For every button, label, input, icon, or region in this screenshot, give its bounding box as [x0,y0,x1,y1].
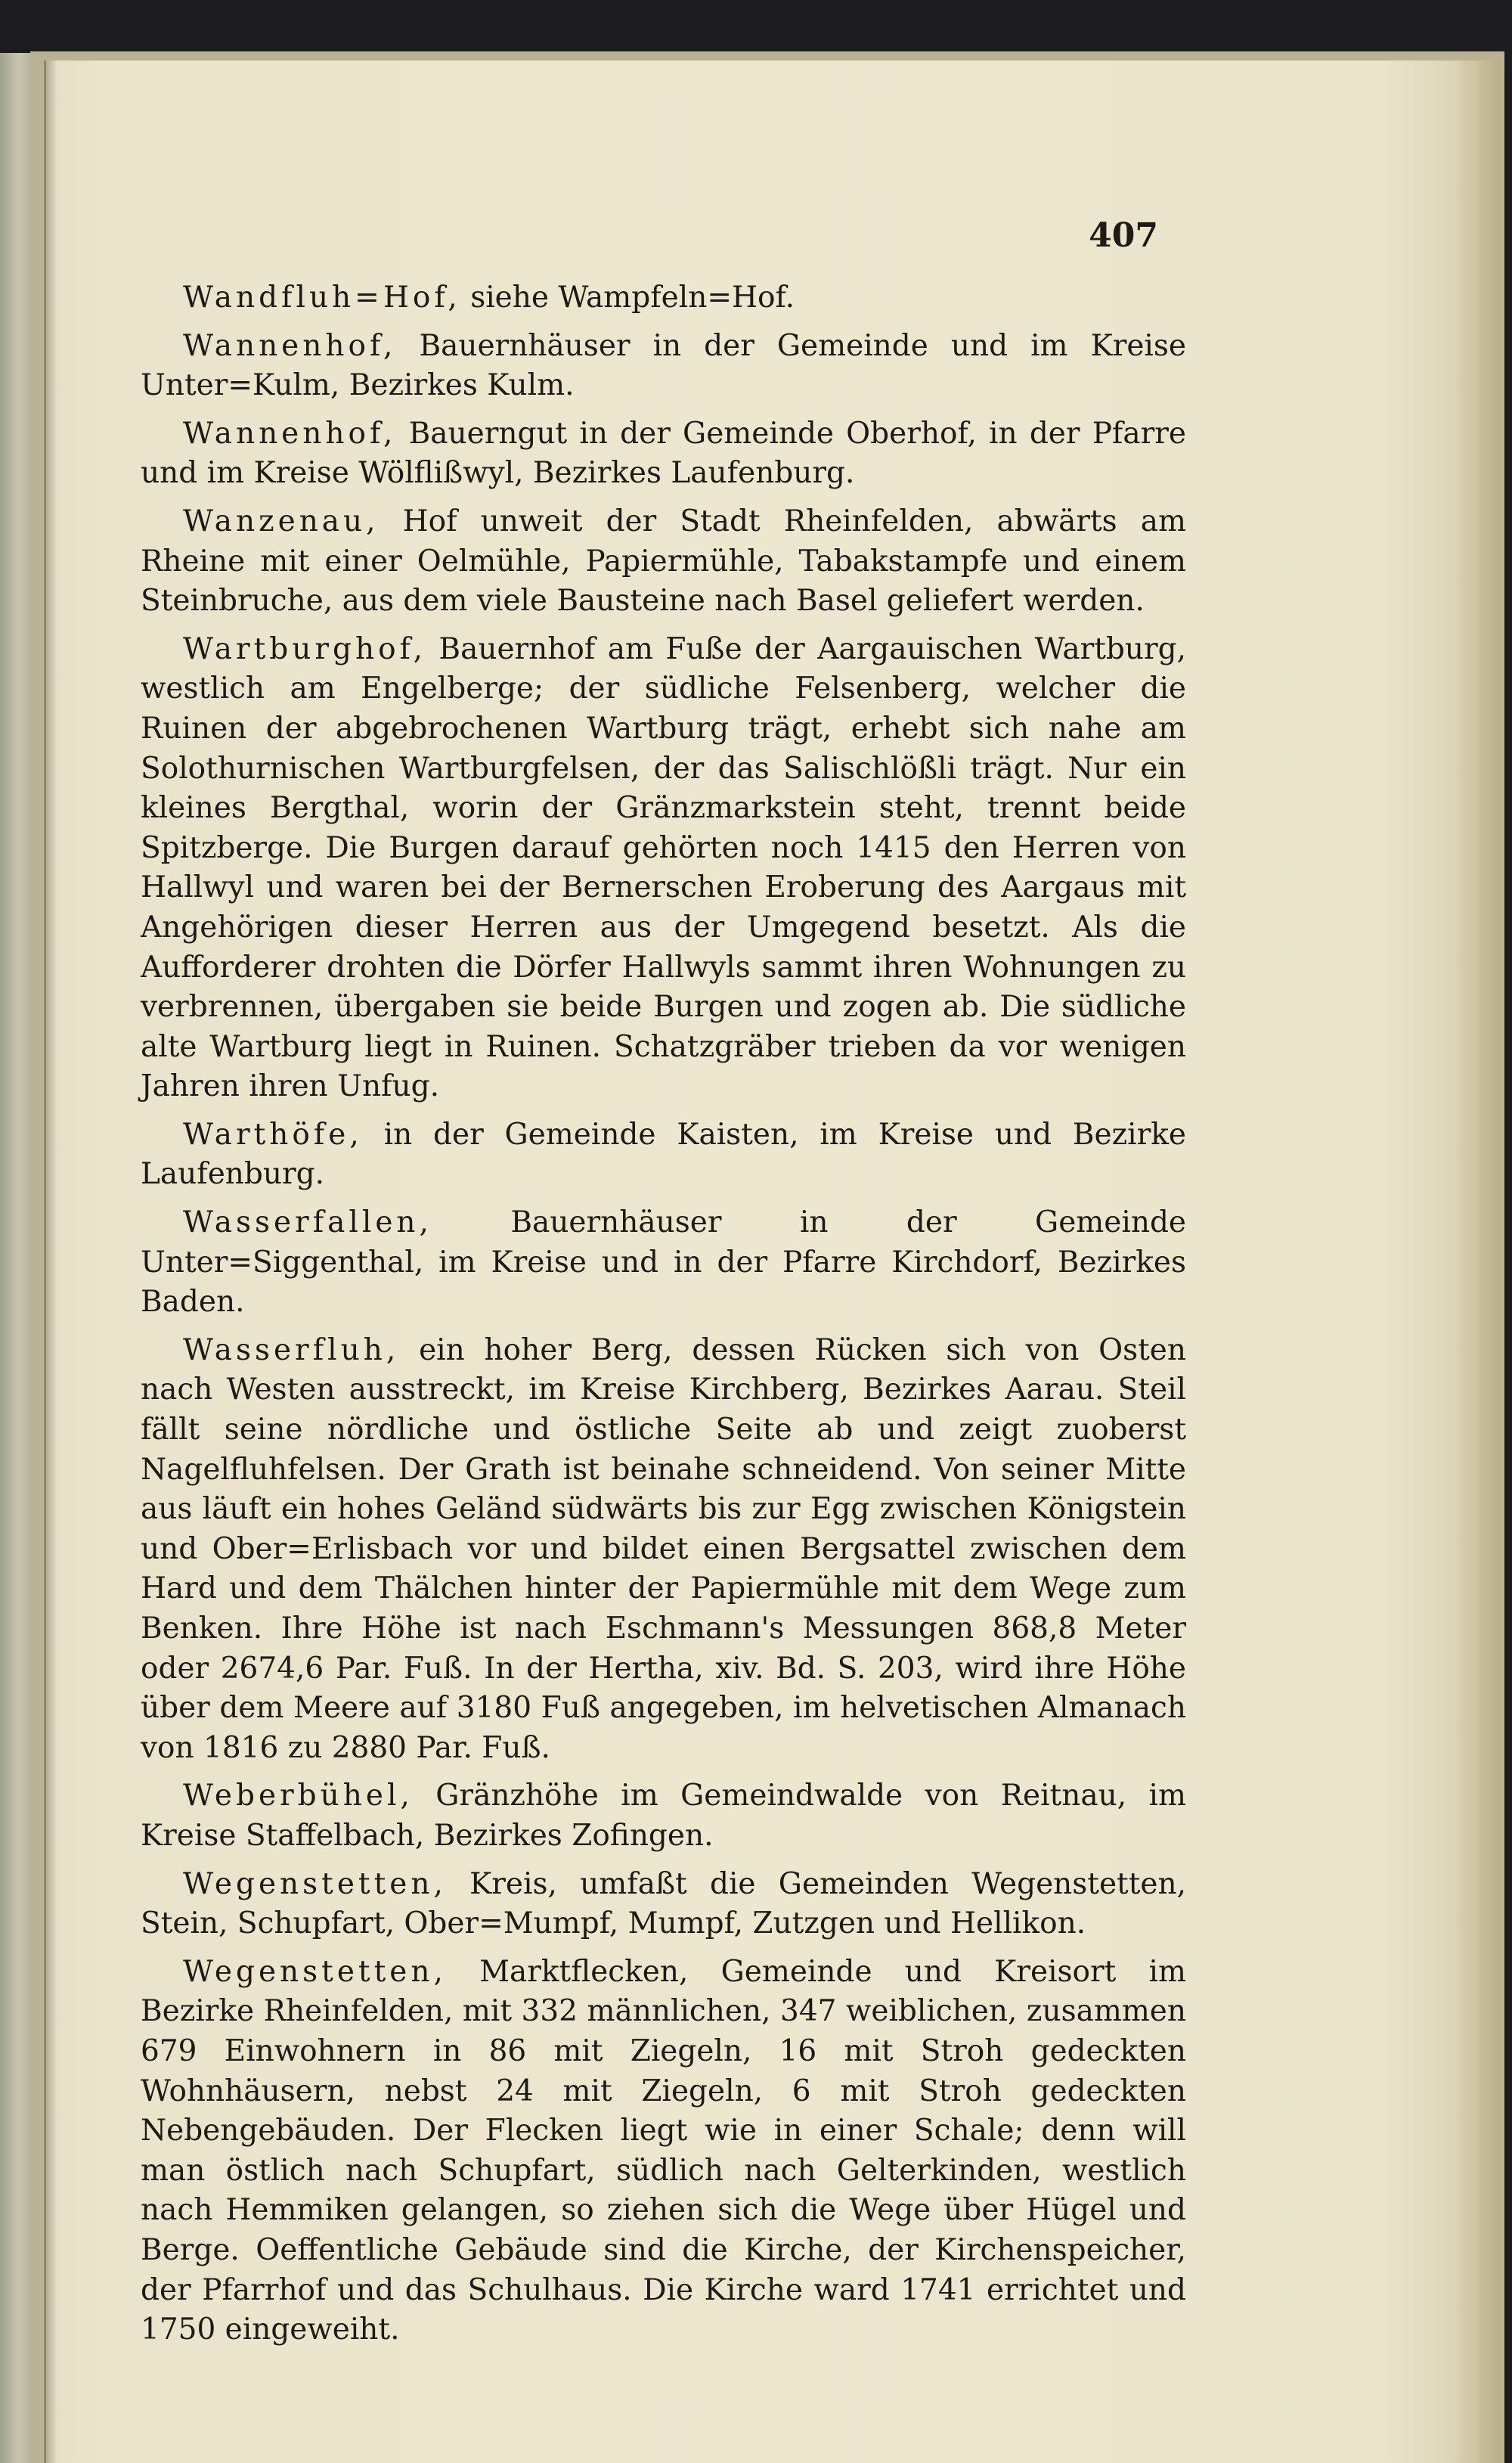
entry-headword: Warthöfe, [183,1117,363,1152]
entry-text: Bauernhäuser in der Gemeinde und im Kreise Unter=Kulm, Bezirkes Kulm. [141,328,1186,403]
entry [141,414,1186,494]
entry-headword: Weberbühel, [183,1779,414,1813]
entry-headword: Wanzenau, [183,504,380,538]
entry-text: in der Gemeinde Kaisten, im Kreise und Bezirke Laufenburg. [141,1117,1186,1192]
spine-crease [45,60,57,2463]
entry [141,1953,1186,2350]
entry [141,278,1186,318]
entry-headword: Wegenstetten, [183,1954,447,1989]
entry-text: Hof unweit der Stadt Rheinfelden, abwärts am Rheine mit einer Oelmühle, Papiermühle, Tabakstampfe und einem Steinbruche, aus dem viele Bausteine nach Basel geliefert werden. [141,504,1186,619]
entry-text: Bauernhäuser in der Gemeinde Unter=Siggenthal, im Kreise und in der Pfarre Kirchdorf, Bezirkes Baden. [141,1205,1186,1320]
entry [141,1203,1186,1323]
entry-headword: Wandfluh=Hof, [183,281,461,315]
entry-headword: Wegenstetten, [183,1866,447,1901]
entry-headword: Wasserfallen, [183,1205,432,1240]
entry [141,630,1186,1107]
entry-text: siehe Wampfeln=Hof. [460,281,795,315]
entry [141,1331,1186,1769]
entry [141,1776,1186,1856]
entry-headword: Wasserfluh, [183,1332,400,1367]
entry-text: ein hoher Berg, dessen Rücken sich von Osten nach Westen ausstreckt, im Kreise Kirchberg, Bezirkes Aarau. Steil fällt seine nördliche und östliche Seite ab und zeigt zuoberst Nagelfluhfelsen. Der Grath ist beinahe schneidend. Von seiner Mitte aus läuft ein hohes Geländ südwärts bis zur Egg zwischen Königstein und Ober=Erlisbach vor und bildet einen Bergsattel zwischen dem Hard und dem Thälchen hinter der Papiermühle mit dem Wege zum Benken. Ihre Höhe ist nach Eschmann's Messungen 868,8 Meter oder 2674,6 Par. Fuß. In der Hertha, xiv. Bd. S. 203, wird ihre Höhe über dem Meere auf 3180 Fuß angegeben, im helvetischen Almanach von 1816 zu 2880 Par. Fuß. [141,1332,1186,1765]
entry-text: Bauerngut in der Gemeinde Oberhof, in der Pfarre und im Kreise Wölflißwyl, Bezirkes Laufenburg. [141,416,1186,491]
entry-text: Bauernhof am Fuße der Aargauischen Wartburg, westlich am Engelberge; der südliche Felsenberg, welcher die Ruinen der abgebrochenen Wartburg trägt, erhebt sich nahe am Solothurnischen Wartburgfelsen, der das Salischlößli trägt. Nur ein kleines Bergthal, worin der Gränzmarkstein steht, trennt beide Spitzberge. Die Burgen darauf gehörten noch 1415 den Herren von Hallwyl und waren bei der Bernerschen Eroberung des Aargaus mit Angehörigen dieser Herren aus der Umgegend besetzt. Als die Aufforderer drohten die Dörfer Hallwyls sammt ihren Wohnungen zu verbrennen, übergaben sie beide Burgen und zogen ab. Die südliche alte Wartburg liegt in Ruinen. Schatzgräber trieben da vor wenigen Jahren ihren Unfug. [141,631,1186,1104]
entry [141,327,1186,406]
entry-text: Marktflecken, Gemeinde und Kreisort im Bezirke Rheinfelden, mit 332 männlichen, 347 weiblichen, zusammen 679 Einwohnern in 86 mit Ziegeln, 16 mit Stroh gedeckten Wohnhäusern, nebst 24 mit Ziegeln, 6 mit Stroh gedeckten Nebengebäuden. Der Flecken liegt wie in einer Schale; denn will man östlich nach Schupfart, südlich nach Gelterkinden, westlich nach Hemmiken gelangen, so ziehen sich die Wege über Hügel und Berge. Oeffentliche Gebäude sind die Kirche, der Kirchenspeicher, der Pfarrhof und das Schulhaus. Die Kirche ward 1741 errichtet und 1750 eingeweiht. [141,1954,1186,2347]
entry-headword: Wartburghof, [183,631,426,666]
entry-headword: Wannenhof, [183,416,397,451]
page-fore-edge [1455,60,1501,2463]
entry [141,1865,1186,1944]
entry [141,502,1186,622]
entry-text: Kreis, umfaßt die Gemeinden Wegenstetten, Stein, Schupfart, Ober=Mumpf, Mumpf, Zutzgen und Hellikon. [141,1866,1186,1941]
page-number: 407 [1089,216,1158,255]
gazetteer-text [141,278,1186,2359]
entry-text: Gränzhöhe im Gemeindwalde von Reitnau, im Kreise Staffelbach, Bezirkes Zofingen. [141,1779,1186,1853]
entry [141,1115,1186,1195]
entry-headword: Wannenhof, [183,328,397,363]
